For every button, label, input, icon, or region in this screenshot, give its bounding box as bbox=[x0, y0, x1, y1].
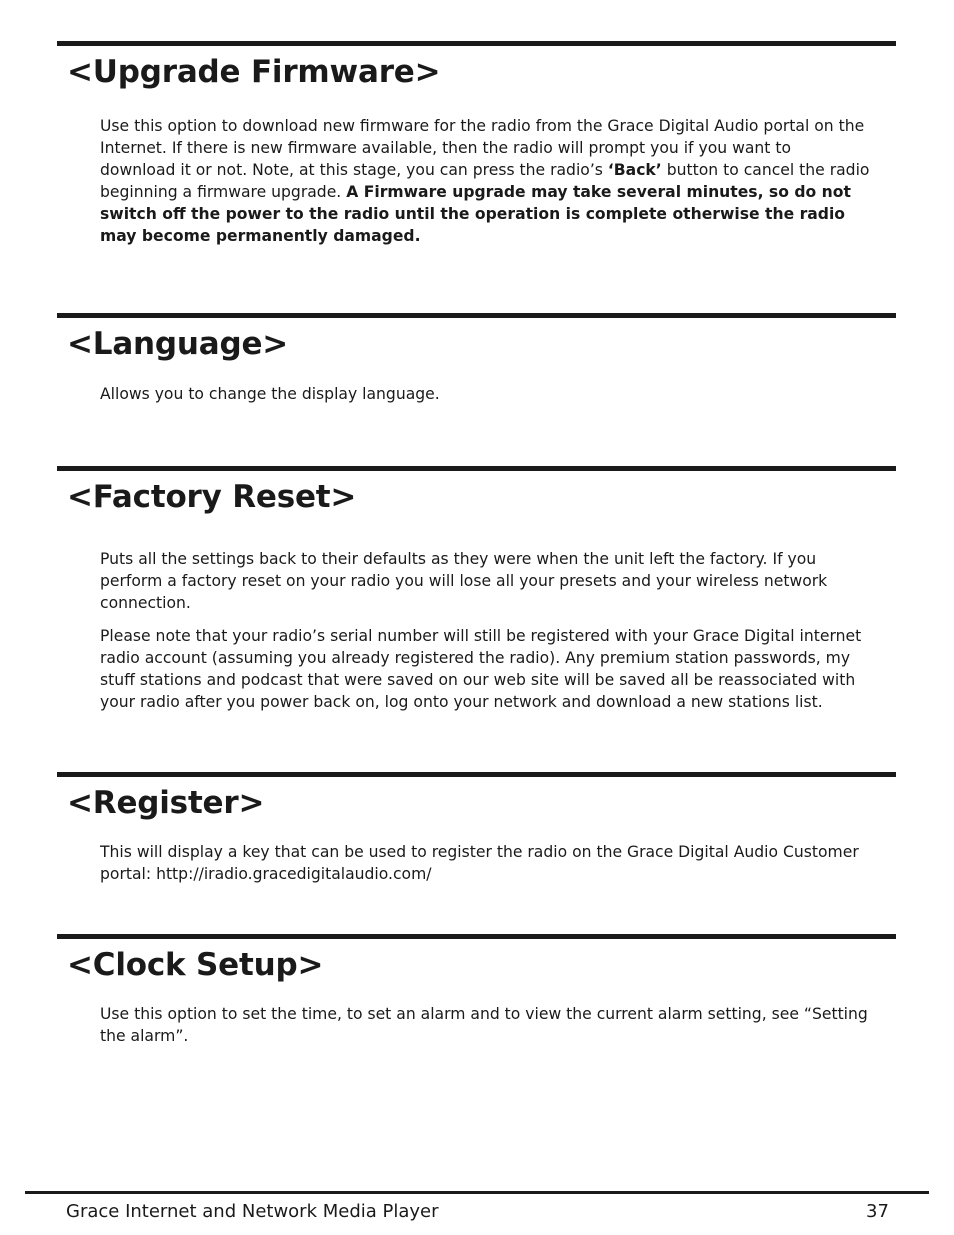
section-title: <Clock Setup> bbox=[67, 947, 324, 983]
section-divider bbox=[57, 41, 896, 46]
section-title: <Factory Reset> bbox=[67, 479, 357, 515]
section-upgrade-firmware bbox=[57, 41, 896, 247]
section-body bbox=[100, 1003, 870, 1047]
paragraph: Use this option to download new firmware for the radio from the Grace Digital Audio portal on the Internet. If there is new firmware available, then the radio will prompt you if you want to download it or not. Note, at this stage, you can press the radio’s ‘Back’ button to cancel the radio beginning a firmware upgrade. A Firmware upgrade may take several minutes, so do not switch off the power to the radio until the operation is complete otherwise the radio may become permanently damaged. bbox=[100, 117, 870, 245]
section-divider bbox=[57, 934, 896, 939]
section-body bbox=[100, 548, 870, 713]
section-clock-setup bbox=[57, 934, 896, 1047]
section-title: <Language> bbox=[67, 326, 289, 362]
footer-title: Grace Internet and Network Media Player bbox=[66, 1201, 439, 1222]
paragraph: This will display a key that can be used to register the radio on the Grace Digital Audio Customer portal: http://iradio.gracedigitalaudio.com/ bbox=[100, 843, 859, 883]
section-title: <Upgrade Firmware> bbox=[67, 54, 441, 90]
back-button-reference: ‘Back’ bbox=[607, 161, 662, 179]
page-number: 37 bbox=[866, 1201, 889, 1222]
section-divider bbox=[57, 313, 896, 318]
section-title: <Register> bbox=[67, 785, 265, 821]
section-body bbox=[100, 115, 870, 247]
firmware-warning: A Firmware upgrade may take several minutes, so do not switch off the power to the radio until the operation is complete otherwise the radio may become permanently damaged. bbox=[100, 183, 851, 245]
section-body bbox=[100, 383, 870, 405]
footer-divider bbox=[25, 1191, 929, 1194]
section-factory-reset bbox=[57, 466, 896, 713]
section-language bbox=[57, 313, 896, 405]
paragraph: Use this option to set the time, to set an alarm and to view the current alarm setting, see “Setting the alarm”. bbox=[100, 1005, 868, 1045]
section-register bbox=[57, 772, 896, 885]
section-divider bbox=[57, 772, 896, 777]
section-body bbox=[100, 841, 870, 885]
paragraph: Please note that your radio’s serial number will still be registered with your Grace Digital internet radio account (assuming you already registered the radio). Any premium station passwords, my stuff stations and podcast that were saved on our web site will be saved all be reassociated with your radio after you power back on, log onto your network and download a new stations list. bbox=[100, 627, 862, 711]
section-divider bbox=[57, 466, 896, 471]
paragraph: Allows you to change the display language. bbox=[100, 385, 440, 403]
paragraph: Puts all the settings back to their defaults as they were when the unit left the factory. If you perform a factory reset on your radio you will lose all your presets and your wireless network connection. bbox=[100, 550, 828, 612]
